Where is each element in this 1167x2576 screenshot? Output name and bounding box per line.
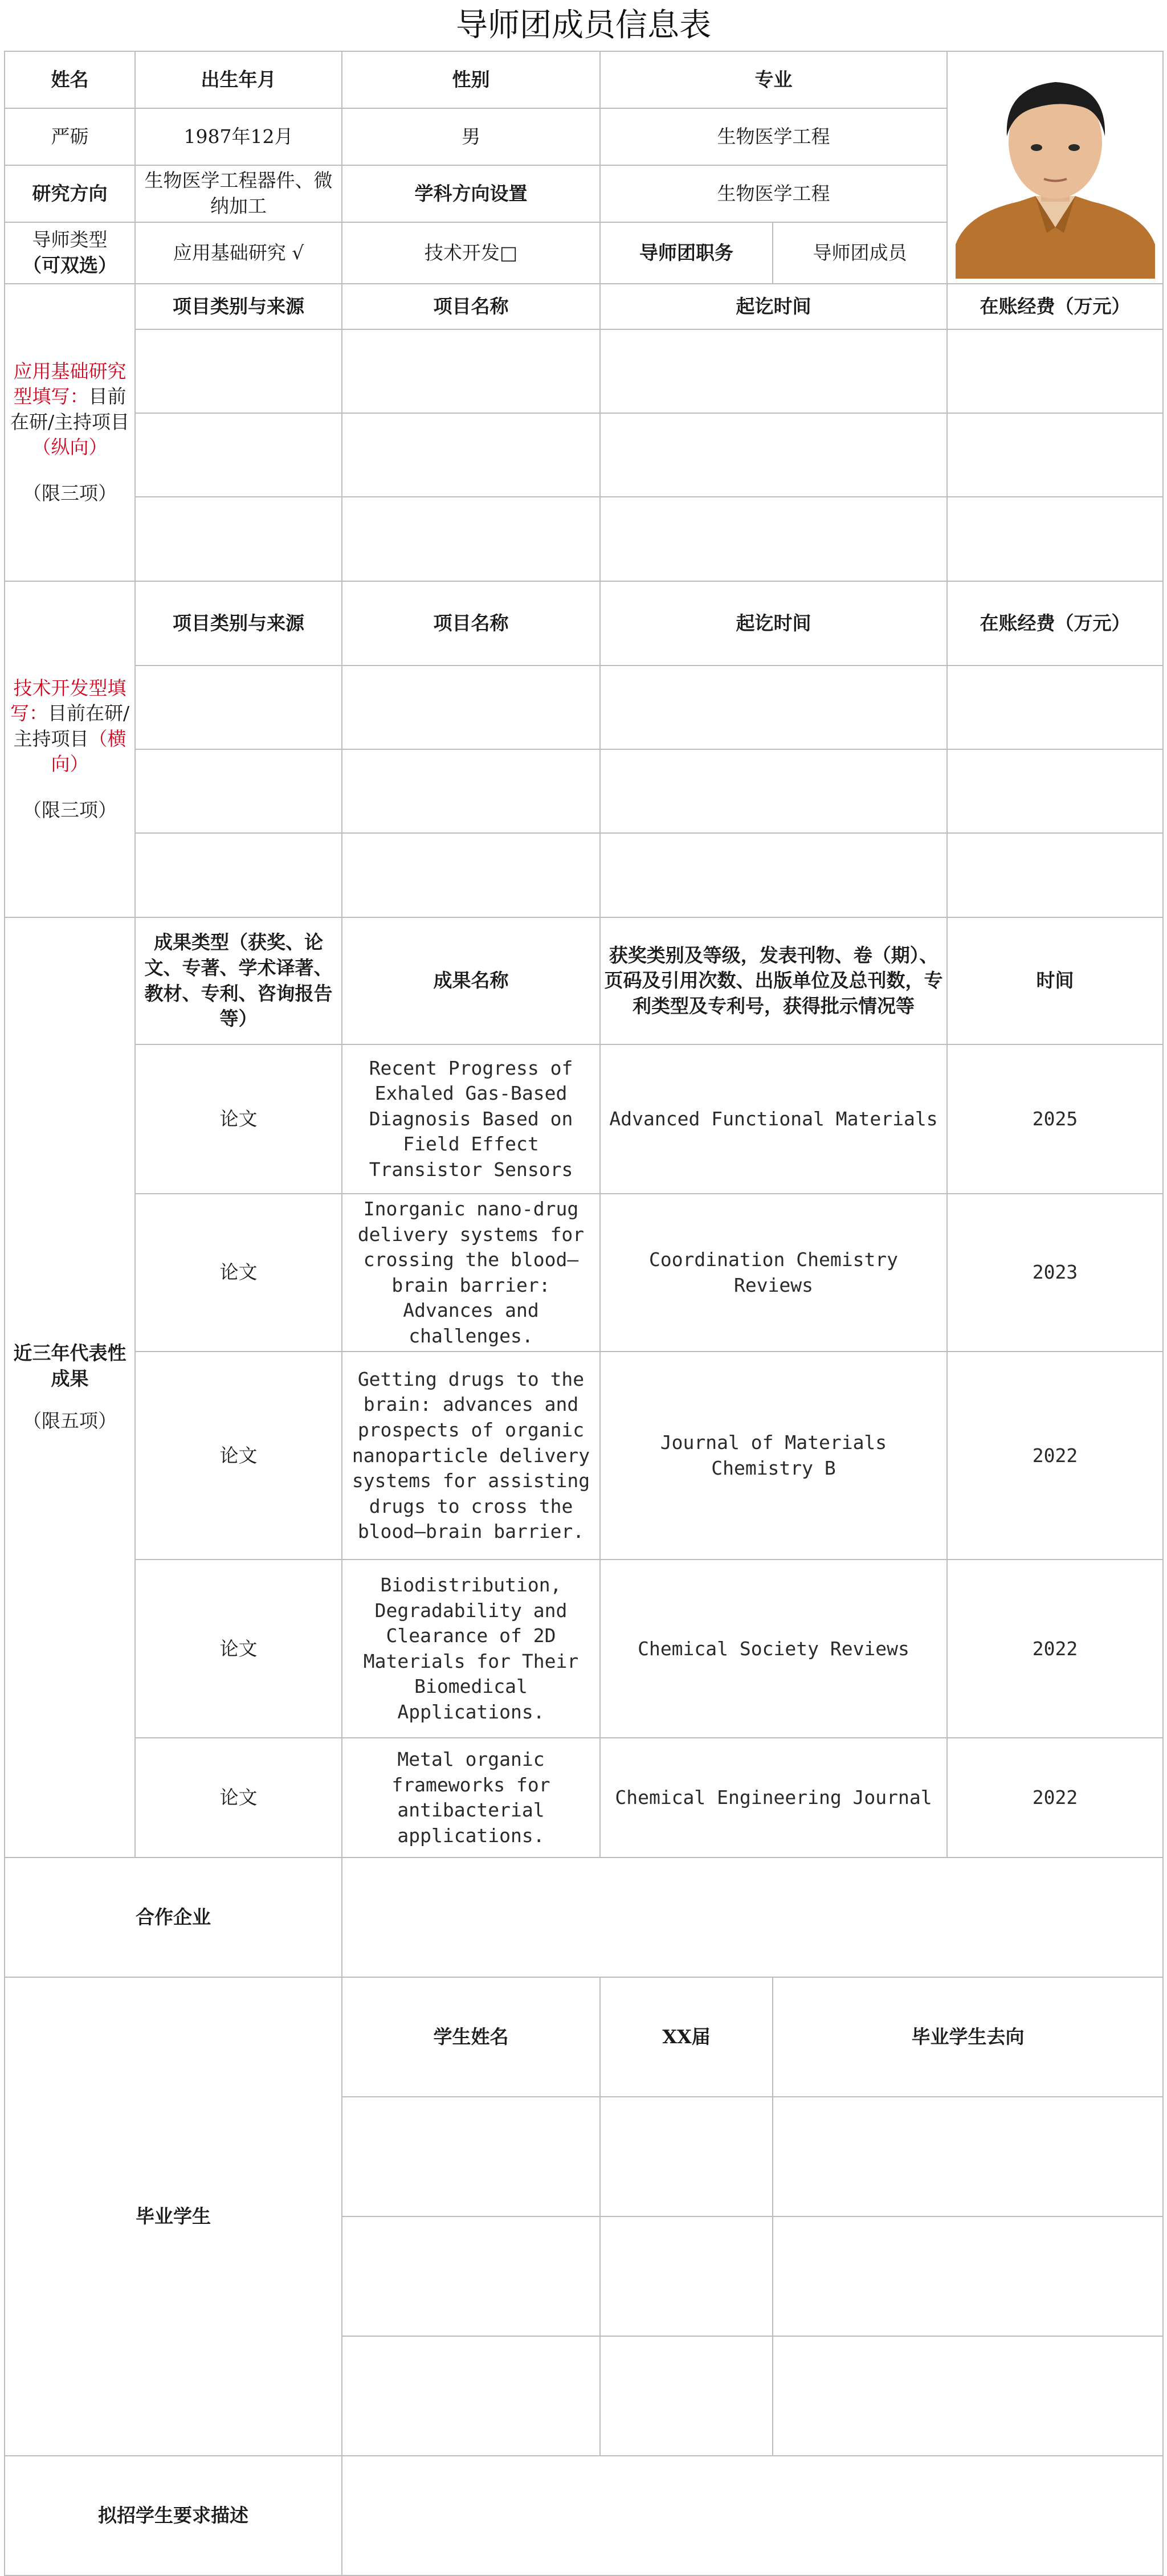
ach-col-details: 获奖类别及等级，发表刊物、卷（期）、页码及引用次数、出版单位及总刊数，专利类型及专利号，获得批示情况等 <box>600 917 947 1044</box>
basic-col-funds: 在账经费（万元） <box>947 284 1163 329</box>
discipline-value: 生物医学工程 <box>600 165 947 222</box>
mentor-type-option-basic: 应用基础研究 √ <box>135 222 342 284</box>
ach-title: Inorganic nano-drug delivery systems for crossing the blood–brain barrier: Advances and challenges. <box>342 1194 600 1352</box>
tech-col-period: 起讫时间 <box>600 581 947 666</box>
ach-venue: Advanced Functional Materials <box>600 1044 947 1194</box>
mentor-info-table <box>4 51 1164 2576</box>
ach-type: 论文 <box>135 1738 342 1858</box>
ach-venue: Chemical Engineering Journal <box>600 1738 947 1858</box>
graduates-label: 毕业学生 <box>5 1977 342 2456</box>
tech-dev-label-black: 目前在研/主持项目 <box>13 702 130 750</box>
research-value: 生物医学工程器件、微纳加工 <box>135 165 342 222</box>
gender-label: 性别 <box>342 51 600 108</box>
tech-row-empty <box>5 833 1163 917</box>
page-title: 导师团成员信息表 <box>456 7 711 44</box>
achievements-limit: （限五项） <box>23 1410 117 1432</box>
birth-label: 出生年月 <box>135 51 342 108</box>
tech-dev-label-red: 技术开发型填写： <box>10 676 127 725</box>
gender-value: 男 <box>342 108 600 165</box>
mentor-type-option-tech: 技术开发□ <box>342 222 600 284</box>
basic-col-source: 项目类别与来源 <box>135 284 342 329</box>
tech-row-empty <box>5 749 1163 833</box>
basic-research-label-black: 目前在研/主持项目 <box>10 385 130 433</box>
basic-col-period: 起讫时间 <box>600 284 947 329</box>
achievements-label <box>5 917 135 1858</box>
ach-type: 论文 <box>135 1560 342 1738</box>
basic-row-empty <box>5 497 1163 581</box>
duty-value: 导师团成员 <box>773 222 947 284</box>
basic-research-limit: （限三项） <box>23 481 117 504</box>
mentor-type-label-line1: 导师类型 <box>32 228 108 251</box>
achievements-label-text: 近三年代表性成果 <box>13 1342 127 1390</box>
requirements-value <box>342 2456 1163 2575</box>
ach-col-name: 成果名称 <box>342 917 600 1044</box>
ach-venue: Coordination Chemistry Reviews <box>600 1194 947 1352</box>
ach-year: 2023 <box>947 1194 1163 1352</box>
ach-type: 论文 <box>135 1194 342 1352</box>
ach-title: Getting drugs to the brain: advances and prospects of organic nanoparticle delivery systems for assisting drugs to cross the blood–brain barrier. <box>342 1352 600 1560</box>
partner-label: 合作企业 <box>5 1858 342 1977</box>
tech-row-empty <box>5 666 1163 749</box>
ach-venue: Chemical Society Reviews <box>600 1560 947 1738</box>
achievement-row <box>5 1044 1163 1194</box>
achievement-row <box>5 1738 1163 1858</box>
basic-research-label-red: 应用基础研究型填写： <box>13 360 127 408</box>
ach-col-year: 时间 <box>947 917 1163 1044</box>
grad-col-destination: 毕业学生去向 <box>773 1977 1163 2097</box>
ach-year: 2022 <box>947 1738 1163 1858</box>
ach-title: Recent Progress of Exhaled Gas-Based Diagnosis Based on Field Effect Transistor Sensors <box>342 1044 600 1194</box>
tech-col-name: 项目名称 <box>342 581 600 666</box>
mentor-type-label <box>5 222 135 284</box>
ach-year: 2022 <box>947 1352 1163 1560</box>
requirements-label: 拟招学生要求描述 <box>5 2456 342 2575</box>
ach-year: 2022 <box>947 1560 1163 1738</box>
tech-dev-label <box>5 581 135 917</box>
name-value: 严砺 <box>5 108 135 165</box>
ach-title: Metal organic frameworks for antibacterial applications. <box>342 1738 600 1858</box>
tech-dev-label-red2: （横向） <box>51 727 127 775</box>
ach-venue: Journal of Materials Chemistry B <box>600 1352 947 1560</box>
major-label: 专业 <box>600 51 947 108</box>
duty-label: 导师团职务 <box>600 222 773 284</box>
tech-col-funds: 在账经费（万元） <box>947 581 1163 666</box>
ach-type: 论文 <box>135 1352 342 1560</box>
portrait-photo <box>948 56 1162 279</box>
tech-col-source: 项目类别与来源 <box>135 581 342 666</box>
birth-value: 1987年12月 <box>135 108 342 165</box>
grad-col-name: 学生姓名 <box>342 1977 600 2097</box>
basic-row-empty <box>5 329 1163 413</box>
ach-title: Biodistribution, Degradability and Clearance of 2D Materials for Their Biomedical Applications. <box>342 1560 600 1738</box>
basic-col-name: 项目名称 <box>342 284 600 329</box>
achievement-row <box>5 1560 1163 1738</box>
partner-value <box>342 1858 1163 1977</box>
basic-research-label-red2: （纵向） <box>32 436 108 459</box>
grad-col-class: XX届 <box>600 1977 773 2097</box>
achievement-row <box>5 1194 1163 1352</box>
major-value: 生物医学工程 <box>600 108 947 165</box>
mentor-type-label-line2: （可双选） <box>23 254 117 276</box>
ach-col-type: 成果类型（获奖、论文、专著、学术译著、教材、专利、咨询报告等） <box>135 917 342 1044</box>
name-label: 姓名 <box>5 51 135 108</box>
ach-year: 2025 <box>947 1044 1163 1194</box>
basic-row-empty <box>5 413 1163 497</box>
research-label: 研究方向 <box>5 165 135 222</box>
ach-type: 论文 <box>135 1044 342 1194</box>
basic-research-label <box>5 284 135 581</box>
achievement-row <box>5 1352 1163 1560</box>
photo-cell <box>947 51 1163 284</box>
discipline-label: 学科方向设置 <box>342 165 600 222</box>
tech-dev-limit: （限三项） <box>23 798 117 821</box>
